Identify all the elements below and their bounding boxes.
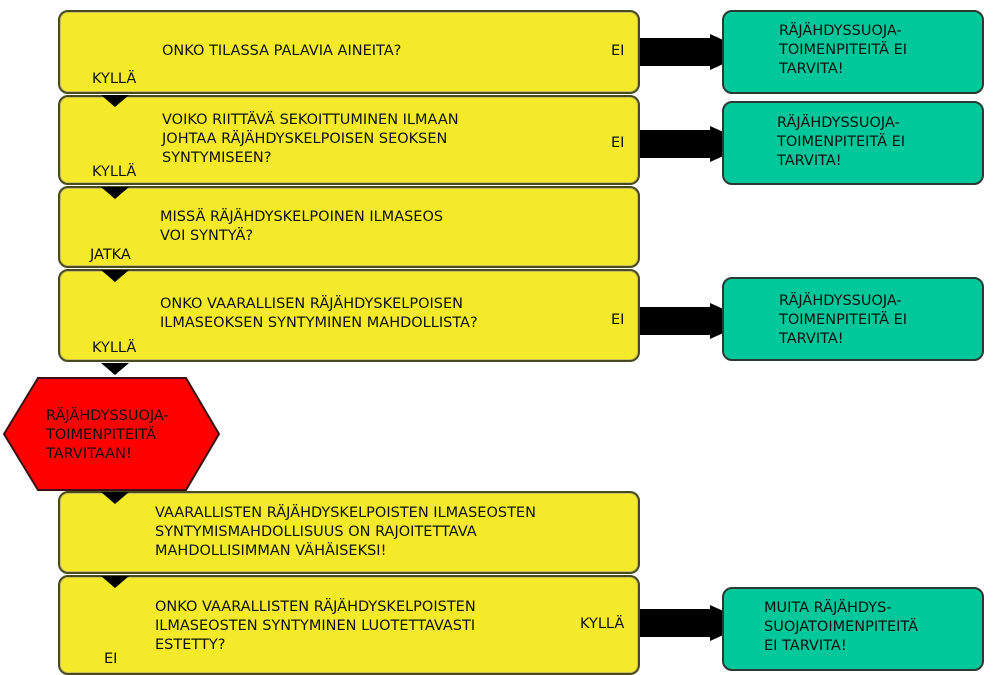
down-arrow-icon: [101, 492, 129, 504]
outcome-text-2: RÄJÄHDYSSUOJA- TOIMENPITEITÄ EI TARVITA!: [777, 115, 906, 169]
question-combustibles-text: ONKO TILASSA PALAVIA AINEITA?: [162, 43, 402, 59]
label-yes-1: KYLLÄ: [92, 71, 137, 87]
label-yes-2: KYLLÄ: [92, 164, 137, 180]
outcome-text-5: MUITA RÄJÄHDYS- SUOJATOIMENPITEITÄ EI TARVITA!: [764, 600, 919, 654]
down-arrow-icon: [101, 270, 129, 282]
label-no-1: EI: [611, 43, 625, 59]
down-arrow-icon: [101, 576, 129, 588]
label-continue-3: JATKA: [90, 247, 131, 263]
label-yes-4: KYLLÄ: [92, 340, 137, 356]
decision-text: RÄJÄHDYSSUOJA- TOIMENPITEITÄ TARVITAAN!: [46, 408, 169, 462]
statement-limit-text: VAARALLISTEN RÄJÄHDYSKELPOISTEN ILMASEOSTEN SYNTYMISMAHDOLLISUUS ON RAJOITETTAVA MAHDOLLISIMMAN VÄHÄISEKSI!: [155, 505, 536, 559]
label-no-5: EI: [104, 651, 118, 667]
outcome-text-1: RÄJÄHDYSSUOJA- TOIMENPITEITÄ EI TARVITA!: [779, 23, 908, 77]
down-arrow-icon: [101, 187, 129, 199]
question-mixing-text: VOIKO RIITTÄVÄ SEKOITTUMINEN ILMAAN JOHTAA RÄJÄHDYSKELPOISEN SEOKSEN SYNTYMISEEN?: [162, 112, 459, 166]
label-no-4: EI: [611, 312, 625, 328]
question-hazardous-text: ONKO VAARALLISEN RÄJÄHDYSKELPOISEN ILMASEOKSEN SYNTYMINEN MAHDOLLISTA?: [160, 296, 478, 331]
question-prevented-text: ONKO VAARALLISTEN RÄJÄHDYSKELPOISTEN ILMASEOSTEN SYNTYMINEN LUOTETTAVASTI ESTETTY?: [155, 599, 476, 653]
question-location-text: MISSÄ RÄJÄHDYSKELPOINEN ILMASEOS VOI SYNTYÄ?: [160, 209, 444, 244]
down-arrow-icon: [101, 363, 129, 375]
label-yes-5: KYLLÄ: [580, 616, 625, 632]
down-arrow-icon: [101, 95, 129, 107]
label-no-2: EI: [611, 135, 625, 151]
outcome-text-4: RÄJÄHDYSSUOJA- TOIMENPITEITÄ EI TARVITA!: [779, 293, 908, 347]
